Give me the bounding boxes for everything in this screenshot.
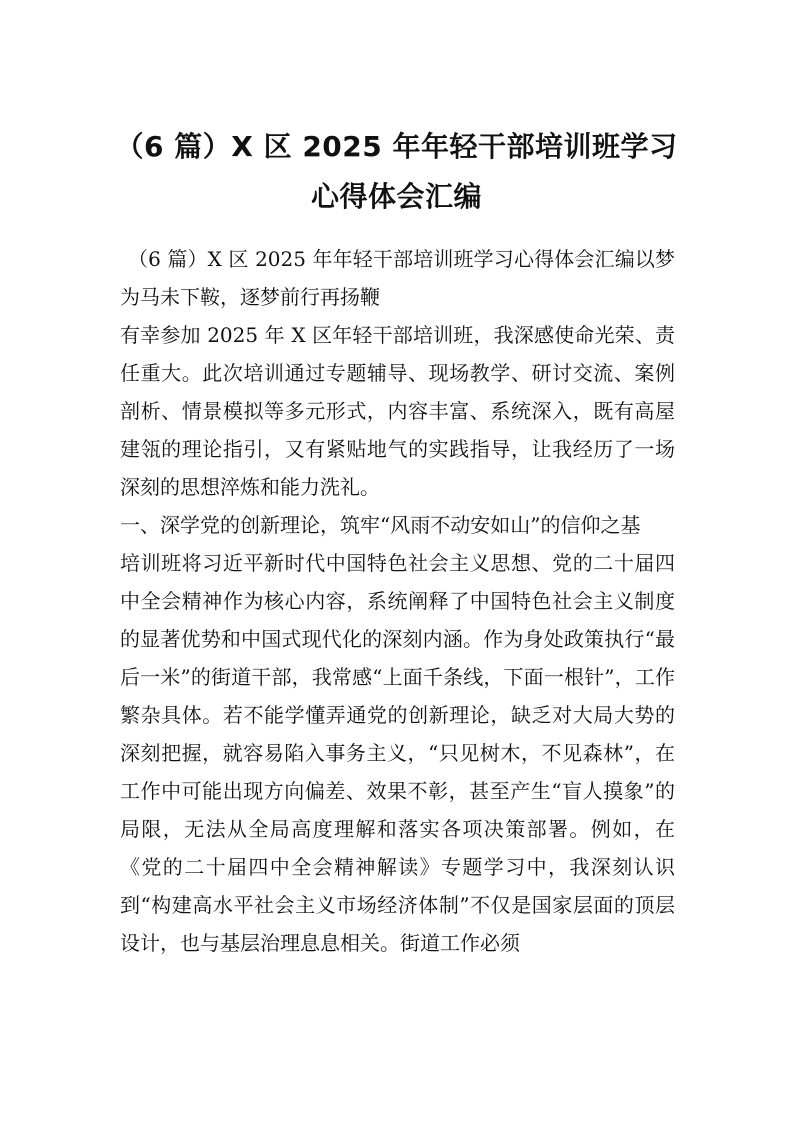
document-body bbox=[120, 240, 675, 962]
intro-paragraph: （6 篇）X 区 2025 年年轻干部培训班学习心得体会汇编以梦为马未下鞍，逐梦前行再扬鞭 bbox=[120, 247, 675, 309]
section-heading-1: 一、深学党的创新理论，筑牢“风雨不动安如山”的信仰之基 bbox=[120, 513, 641, 537]
paragraph-section-1: 培训班将习近平新时代中国特色社会主义思想、党的二十届四中全会精神作为核心内容，系统阐释了中国特色社会主义制度的显著优势和中国式现代化的深刻内涵。作为身处政策执行“最后一米”的街道干部，我常感“上面千条线，下面一根针”，工作繁杂具体。若不能学懂弄通党的创新理论，缺乏对大局大势的深刻把握，就容易陷入事务主义，“只见树木，不见森林”，在工作中可能出现方向偏差、效果不彰，甚至产生“盲人摸象”的局限，无法从全局高度理解和落实各项决策部署。例如，在《党的二十届四中全会精神解读》专题学习中，我深刻认识到“构建高水平社会主义市场经济体制”不仅是国家层面的顶层设计，也与基层治理息息相关。街道工作必须 bbox=[120, 551, 675, 955]
document-title: （6 篇）X 区 2025 年年轻干部培训班学习心得体会汇编 bbox=[115, 130, 678, 213]
paragraph-opening: 有幸参加 2025 年 X 区年轻干部培训班，我深感使命光荣、责任重大。此次培训通过专题辅导、现场教学、研讨交流、案例剖析、情景模拟等多元形式，内容丰富、系统深入，既有高屋建瓴的理论指引，又有紧贴地气的实践指导，让我经历了一场深刻的思想淬炼和能力洗礼。 bbox=[120, 323, 675, 499]
